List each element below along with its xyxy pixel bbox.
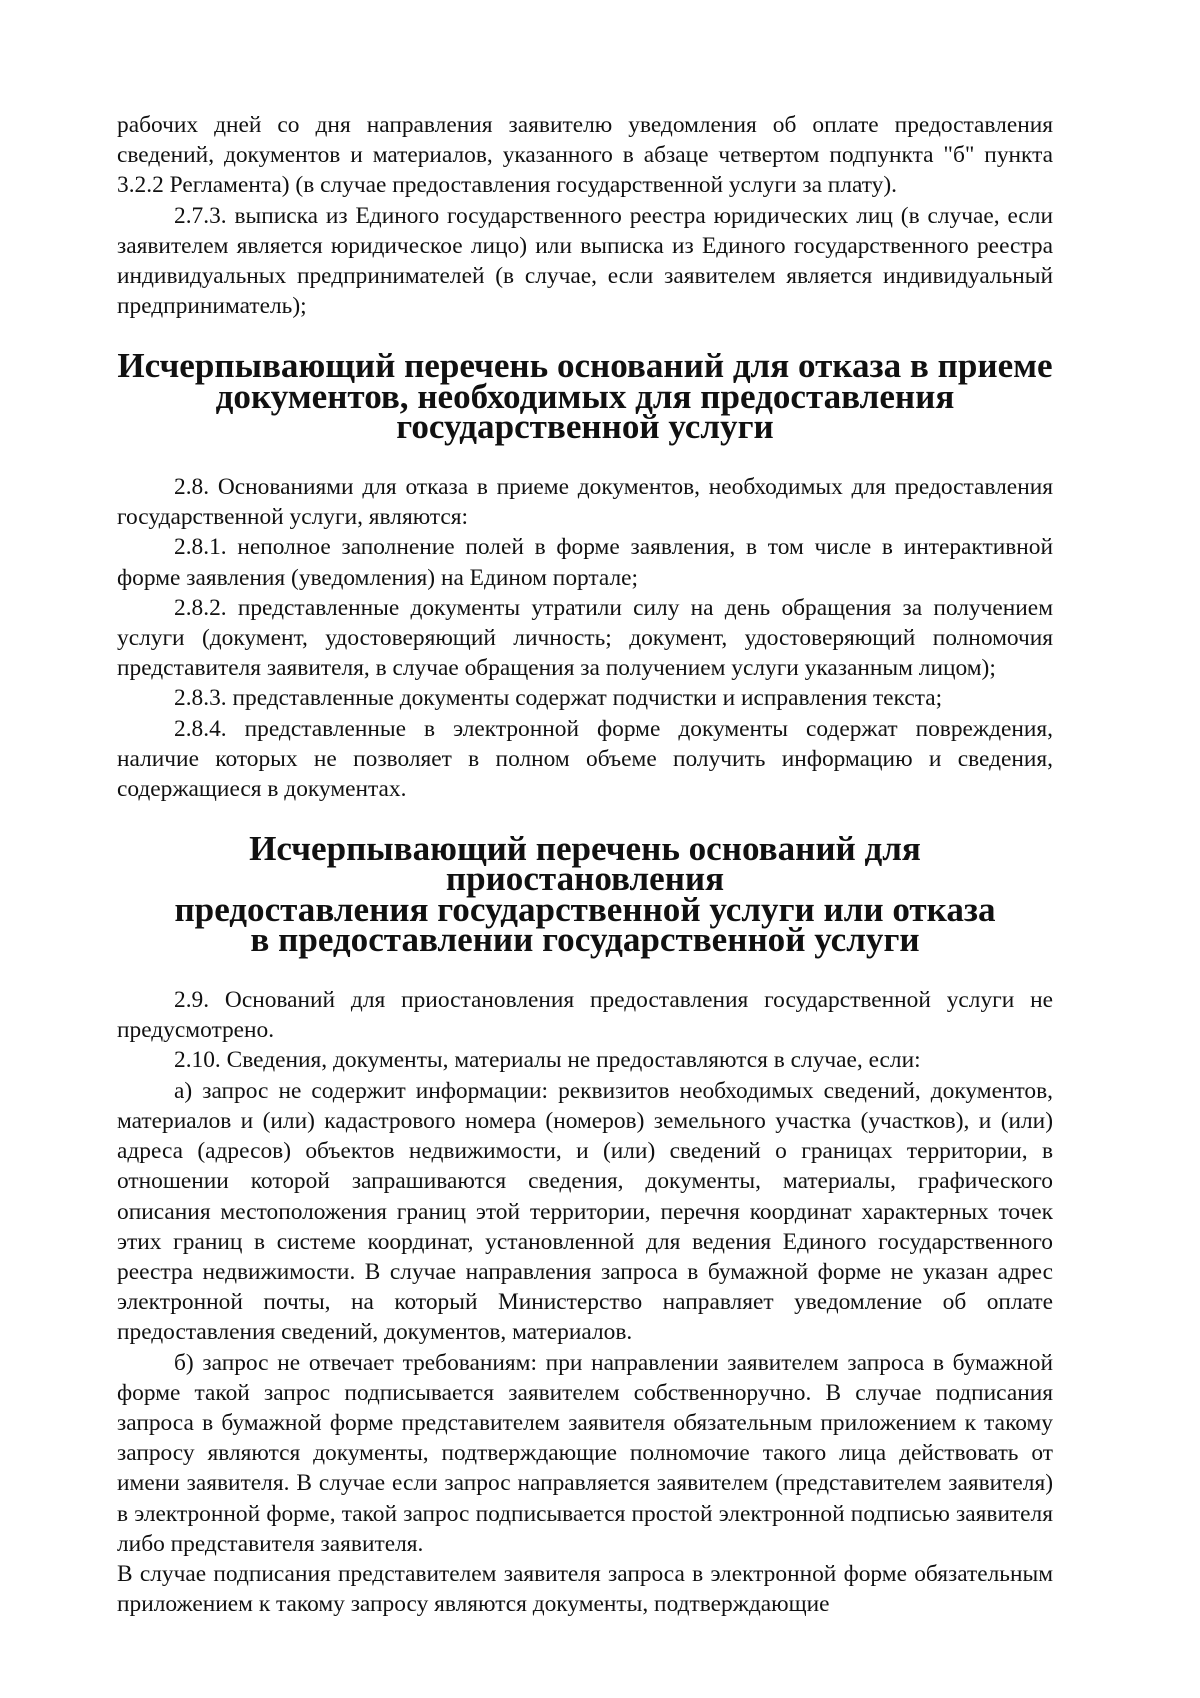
heading-line: Исчерпывающий перечень оснований для приостановления <box>249 829 921 899</box>
paragraph-2-8: 2.8. Основаниями для отказа в приеме документов, необходимых для предоставления государственной услуги, являются: <box>117 474 1053 531</box>
paragraph-2-9: 2.9. Оснований для приостановления предоставления государственной услуги не предусмотрено. <box>117 987 1053 1044</box>
paragraph-2-8-4: 2.8.4. представленные в электронной форме документы содержат повреждения, наличие которых не позволяет в полном объеме получить информацию и сведения, содержащиеся в документах. <box>117 715 1053 803</box>
heading-line: Исчерпывающий перечень оснований для отказа в приеме <box>117 346 1053 386</box>
paragraph-2-7-3: 2.7.3. выписка из Единого государственного реестра юридических лиц (в случае, если заявителем является юридическое лицо) или выписка из Единого государственного реестра индивидуальных предпринимателей (в случае, если заявителем является индивидуальный предприниматель); <box>117 202 1053 320</box>
paragraph-2-8-3: 2.8.3. представленные документы содержат подчистки и исправления текста; <box>174 685 943 712</box>
paragraph-2-10-b: б) запрос не отвечает требованиям: при направлении заявителем запроса в бумажной форме такой запрос подписывается заявителем собственноручно. В случае подписания запроса в бумажной форме представителем заявителя обязательным приложением к такому запросу являются документы, подтверждающие полномочие такого лица действовать от имени заявителя. В случае если запрос направляется заявителем (представителем заявителя) в электронной форме, такой запрос подписывается простой электронной подписью заявителя либо представителя заявителя. <box>117 1349 1053 1557</box>
section-heading-suspension-refusal <box>117 829 1053 959</box>
document-page <box>117 110 1053 1619</box>
section-heading-refusal-acceptance <box>117 346 1053 446</box>
paragraph-continuation: рабочих дней со дня направления заявителю уведомления об оплате предоставления сведений, документов и материалов, указанного в абзаце четвертом подпункта "б" пункта 3.2.2 Регламента) (в случае предоставления государственной услуги за плату). <box>117 112 1053 199</box>
heading-line: предоставления государственной услуги или отказа <box>174 889 996 929</box>
heading-line: в предоставлении государственной услуги <box>250 919 920 959</box>
paragraph-2-10: 2.10. Сведения, документы, материалы не предоставляются в случае, если: <box>174 1047 921 1074</box>
paragraph-2-8-1: 2.8.1. неполное заполнение полей в форме заявления, в том числе в интерактивной форме заявления (уведомления) на Едином портале; <box>117 534 1053 591</box>
paragraph-2-10-b-continuation: В случае подписания представителем заявителя запроса в электронной форме обязательным приложением к такому запросу являются документы, подтверждающие <box>117 1560 1053 1618</box>
paragraph-2-8-2: 2.8.2. представленные документы утратили силу на день обращения за получением услуги (документ, удостоверяющий личность; документ, удостоверяющий полномочия представителя заявителя, в случае обращения за получением услуги указанным лицом); <box>117 594 1053 682</box>
paragraph-2-10-a: а) запрос не содержит информации: реквизитов необходимых сведений, документов, материалов и (или) кадастрового номера (номеров) земельного участка (участков), и (или) адреса (адресов) объектов недвижимости, и (или) сведений о границах территории, в отношении которой запрашиваются сведения, документы, материалы, графического описания местоположения границ этой территории, перечня координат характерных точек этих границ в системе координат, установленной для ведения Единого государственного реестра недвижимости. В случае направления запроса в бумажной форме не указан адрес электронной почты, на который Министерство направляет уведомление об оплате предоставления сведений, документов, материалов. <box>117 1077 1053 1346</box>
heading-line: государственной услуги <box>396 406 774 446</box>
heading-line: документов, необходимых для предоставления <box>215 376 955 416</box>
